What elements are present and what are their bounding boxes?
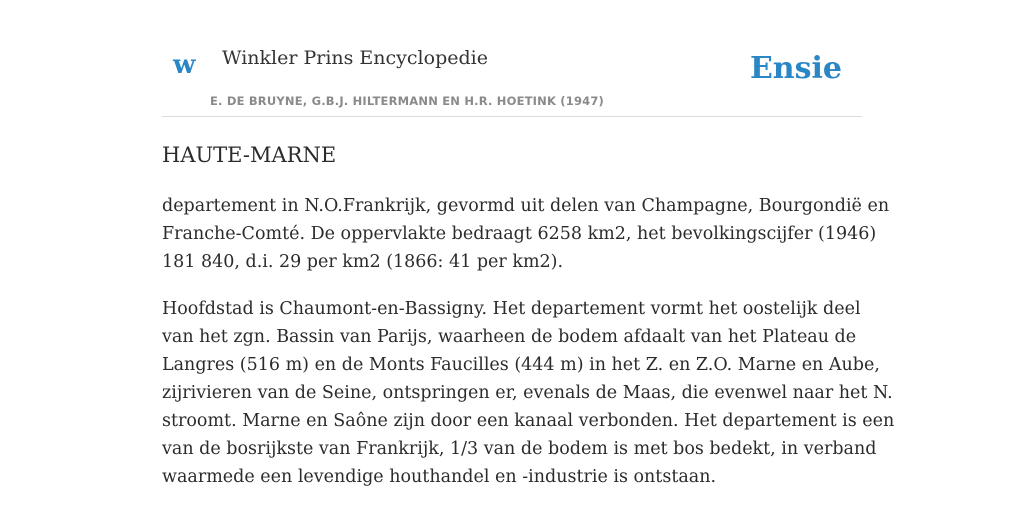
text-line: Hoofdstad is Chaumont-en-Bassigny. Het departement vormt het oostelijk deel (162, 299, 861, 319)
text-line: waarmede een levendige houthandel en -industrie is ontstaan. (162, 467, 717, 487)
page (162, 0, 895, 512)
article-title: HAUTE-MARNE (162, 143, 337, 167)
text-line: 181 840, d.i. 29 per km2 (1866: 41 per km2). (162, 252, 564, 272)
text-line: departement in N.O.Frankrijk, gevormd uit delen van Champagne, Bourgondië en (162, 196, 890, 216)
article-paragraph (162, 192, 890, 276)
text-line: Franche-Comté. De oppervlakte bedraagt 6258 km2, het bevolkingscijfer (1946) (162, 224, 877, 244)
site-header (162, 0, 862, 117)
text-line: van de bosrijkste van Frankrijk, 1/3 van de bodem is met bos bedekt, in verband (162, 439, 877, 459)
encyclopedia-logo-icon[interactable]: w (173, 50, 196, 80)
text-line: stroomt. Marne en Saône zijn door een kanaal verbonden. Het departement is een (162, 411, 895, 431)
text-line: zijrivieren van de Seine, ontspringen er, evenals de Maas, die evenwel naar het N. (162, 383, 893, 403)
text-line: Langres (516 m) en de Monts Faucilles (444 m) in het Z. en Z.O. Marne en Aube, (162, 355, 880, 375)
source-authors: E. DE BRUYNE, G.B.J. HILTERMANN EN H.R. HOETINK (1947) (210, 94, 605, 108)
source-title[interactable]: Winkler Prins Encyclopedie (222, 47, 488, 69)
text-line: van het zgn. Bassin van Parijs, waarheen de bodem afdaalt van het Plateau de (162, 327, 857, 347)
article-paragraph (162, 295, 895, 491)
ensie-brand-link[interactable]: Ensie (749, 51, 842, 86)
